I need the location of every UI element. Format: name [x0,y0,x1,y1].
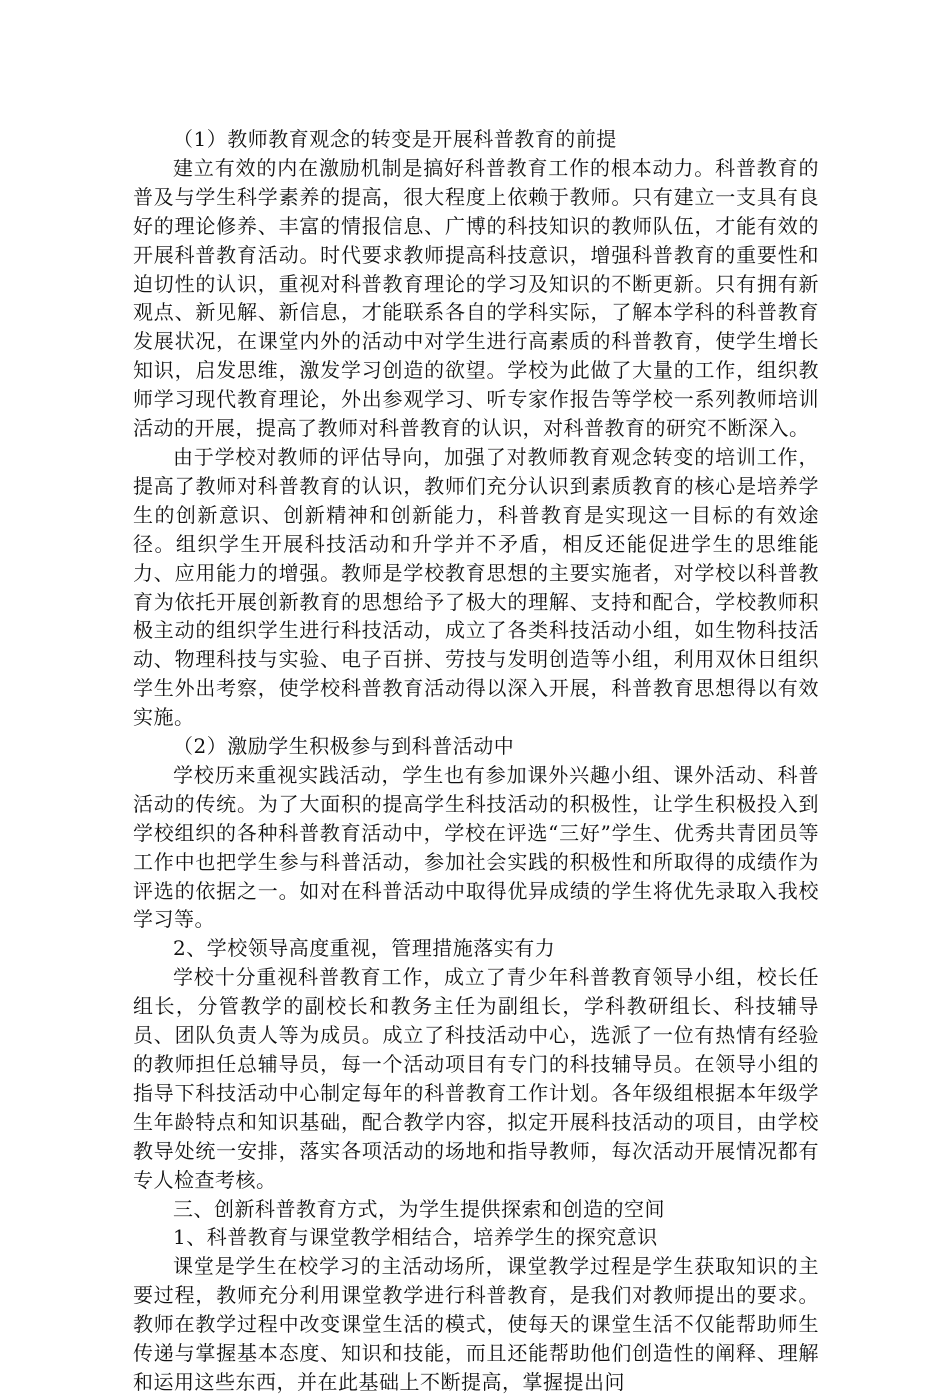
paragraph-incentive-mechanism: 建立有效的内在激励机制是搞好科普教育工作的根本动力。科普教育的普及与学生科学素养的提高，很大程度上依赖于教师。只有建立一支具有良好的理论修养、丰富的情报信息、广博的科技知识的教师队伍，才能有效的开展科普教育活动。时代要求教师提高科技意识，增强科普教育的重要性和迫切性的认识，重视对科普教育理论的学习及知识的不断更新。只有拥有新观点、新见解、新信息，才能联系各自的学科实际，了解本学科的科普教育发展状况，在课堂内外的活动中对学生进行高素质的科普教育，使学生增长知识，启发思维，激发学习创造的欲望。学校为此做了大量的工作，组织教师学习现代教育理论，外出参观学习、听专家作报告等学校一系列教师培训活动的开展，提高了教师对科普教育的认识，对科普教育的研究不断深入。 [133,155,819,441]
paragraph-classroom-teaching: 课堂是学生在校学习的主活动场所，课堂教学过程是学生获取知识的主要过程，教师充分利用课堂教学进行科普教育，是我们对教师提出的要求。教师在教学过程中改变课堂生活的模式，使每天的课堂生活不仅能帮助师生传递与掌握基本态度、知识和技能，而且还能帮助他们创造性的阐释、理解和运用这些东西，并在此基础上不断提高，掌握提出问 [133,1254,819,1394]
heading-section-three: 三、创新科普教育方式，为学生提供探索和创造的空间 [173,1196,665,1221]
document-page [133,125,819,1397]
paragraph-practice-activities: 学校历来重视实践活动，学生也有参加课外兴趣小组、课外活动、科普活动的传统。为了大面积的提高学生科技活动的积极性，让学生积极投入到学校组织的各种科普教育活动中，学校在评选“三好”学生、优秀共青团员等工作中也把学生参与科普活动，参加社会实践的积极性和所取得的成绩作为评选的依据之一。如对在科普活动中取得优异成绩的学生将优先录取入我校学习等。 [133,762,819,932]
paragraph-teacher-evaluation: 由于学校对教师的评估导向，加强了对教师教育观念转变的培训工作，提高了教师对科普教育的认识，教师们充分认识到素质教育的核心是培养学生的创新意识、创新精神和创新能力，科普教育是实现这一目标的有效途径。组织学生开展科技活动和升学并不矛盾，相反还能促进学生的思维能力、应用能力的增强。教师是学校教育思想的主要实施者，对学校以科普教育为依托开展创新教育的思想给予了极大的理解、支持和配合，学校教师积极主动的组织学生进行科技活动，成立了各类科技活动小组，如生物科技活动、物理科技与实验、电子百拼、劳技与发明创造等小组，利用双休日组织学生外出考察，使学校科普教育活动得以深入开展，科普教育思想得以有效实施。 [133,444,819,730]
heading-student-motivation: （2）激励学生积极参与到科普活动中 [173,734,515,759]
heading-leadership: 2、学校领导高度重视，管理措施落实有力 [173,936,556,961]
heading-teacher-concept: （1）教师教育观念的转变是开展科普教育的前提 [173,127,617,151]
heading-classroom-integration: 1、科普教育与课堂教学相结合，培养学生的探究意识 [173,1225,658,1250]
paragraph-leadership-measures: 学校十分重视科普教育工作，成立了青少年科普教育领导小组，校长任组长，分管教学的副校长和教务主任为副组长，学科教研组长、科技辅导员、团队负责人等为成员。成立了科技活动中心，选派了一位有热情有经验的教师担任总辅导员，每一个活动项目有专门的科技辅导员。在领导小组的指导下科技活动中心制定每年的科普教育工作计划。各年级组根据本年级学生年龄特点和知识基础，配合教学内容，拟定开展科技活动的项目，由学校教导处统一安排，落实各项活动的场地和指导教师，每次活动开展情况都有专人检查考核。 [133,965,819,1192]
